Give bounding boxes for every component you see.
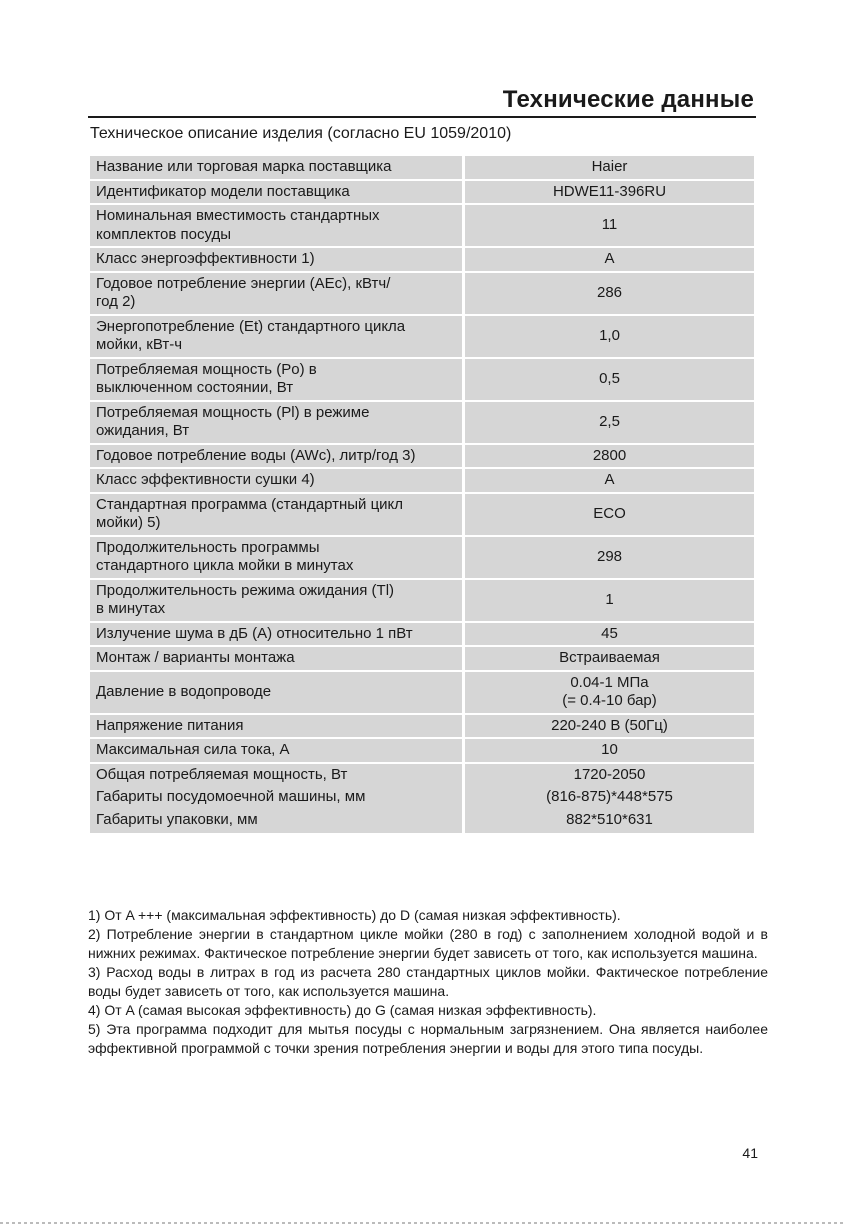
spec-label: Стандартная программа (стандартный цикл мойки) 5) (90, 493, 464, 536)
table-row (90, 809, 754, 834)
table-row (90, 358, 754, 401)
spec-label: Монтаж / варианты монтажа (90, 646, 464, 671)
spec-table-body (90, 156, 754, 833)
footnote: 3) Расход воды в литрах в год из расчета 280 стандартных циклов мойки. Фактическое потребление воды будет зависеть от того, как используется машина. (88, 964, 768, 999)
spec-label: Излучение шума в дБ (A) относительно 1 пВт (90, 622, 464, 647)
spec-label: Годовое потребление энергии (AEc), кВтч/ год 2) (90, 272, 464, 315)
spec-label: Напряжение питания (90, 714, 464, 739)
spec-label: Максимальная сила тока, А (90, 738, 464, 763)
table-row (90, 401, 754, 444)
spec-value: 2,5 (464, 401, 755, 444)
table-row (90, 315, 754, 358)
spec-value: 1 (464, 579, 755, 622)
spec-value: 11 (464, 204, 755, 247)
spec-label: Потребляемая мощность (Pl) в режиме ожидания, Вт (90, 401, 464, 444)
spec-value: 298 (464, 536, 755, 579)
footnote: 1) От A +++ (максимальная эффективность) до D (самая низкая эффективность). (88, 907, 621, 923)
table-row (90, 444, 754, 469)
table-row (90, 247, 754, 272)
spec-value: ECO (464, 493, 755, 536)
spec-label: Продолжительность программы стандартного цикла мойки в минутах (90, 536, 464, 579)
spec-label: Продолжительность режима ожидания (Tl) в минутах (90, 579, 464, 622)
spec-value: A (464, 247, 755, 272)
spec-label: Потребляемая мощность (Po) в выключенном состоянии, Вт (90, 358, 464, 401)
spec-label: Класс энергоэффективности 1) (90, 247, 464, 272)
spec-value: A (464, 468, 755, 493)
spec-label: Название или торговая марка поставщика (90, 156, 464, 180)
spec-label: Номинальная вместимость стандартных комплектов посуды (90, 204, 464, 247)
spec-value: 882*510*631 (464, 809, 755, 834)
spec-value: (816-875)*448*575 (464, 786, 755, 809)
spec-value: 10 (464, 738, 755, 763)
spec-label: Годовое потребление воды (AWc), литр/год 3) (90, 444, 464, 469)
spec-value: 286 (464, 272, 755, 315)
table-row (90, 493, 754, 536)
spec-value: Haier (464, 156, 755, 180)
table-row (90, 579, 754, 622)
scan-edge-divider (0, 1222, 846, 1224)
spec-label: Энергопотребление (Et) стандартного цикла мойки, кВт-ч (90, 315, 464, 358)
title-divider (88, 116, 756, 118)
spec-value: Встраиваемая (464, 646, 755, 671)
table-row (90, 468, 754, 493)
spec-label: Габариты упаковки, мм (90, 809, 464, 834)
document-subtitle: Техническое описание изделия (согласно EU 1059/2010) (90, 125, 512, 142)
table-row (90, 786, 754, 809)
footnote: 4) От A (самая высокая эффективность) до G (самая низкая эффективность). (88, 1002, 597, 1018)
page-number: 41 (742, 1145, 758, 1161)
page-title: Технические данные (502, 86, 754, 113)
spec-table (90, 156, 754, 833)
spec-value: 45 (464, 622, 755, 647)
table-row (90, 763, 754, 787)
table-row (90, 671, 754, 714)
spec-value: HDWE11-396RU (464, 180, 755, 205)
footnote: 5) Эта программа подходит для мытья посуды с нормальным загрязнением. Она является наиболее эффективной программой с точки зрения потребления энергии и воды для этого типа посуды. (88, 1021, 768, 1056)
spec-value: 2800 (464, 444, 755, 469)
table-row (90, 738, 754, 763)
table-row (90, 272, 754, 315)
footnote: 2) Потребление энергии в стандартном цикле мойки (280 в год) с заполнением холодной водой и в нижних режимах. Фактическое потребление энергии будет зависеть от того, как используется машина. (88, 926, 768, 961)
spec-value: 0,5 (464, 358, 755, 401)
spec-label: Идентификатор модели поставщика (90, 180, 464, 205)
spec-value: 1,0 (464, 315, 755, 358)
spec-label: Давление в водопроводе (90, 671, 464, 714)
table-row (90, 714, 754, 739)
table-row (90, 536, 754, 579)
spec-value: 1720-2050 (464, 763, 755, 787)
table-row (90, 156, 754, 180)
table-row (90, 646, 754, 671)
table-row (90, 622, 754, 647)
spec-value: 0.04-1 МПа (= 0.4-10 бар) (464, 671, 755, 714)
spec-label: Класс эффективности сушки 4) (90, 468, 464, 493)
spec-label: Габариты посудомоечной машины, мм (90, 786, 464, 809)
spec-label: Общая потребляемая мощность, Вт (90, 763, 464, 787)
table-row (90, 204, 754, 247)
spec-value: 220-240 В (50Гц) (464, 714, 755, 739)
table-row (90, 180, 754, 205)
footnotes (88, 906, 768, 1058)
